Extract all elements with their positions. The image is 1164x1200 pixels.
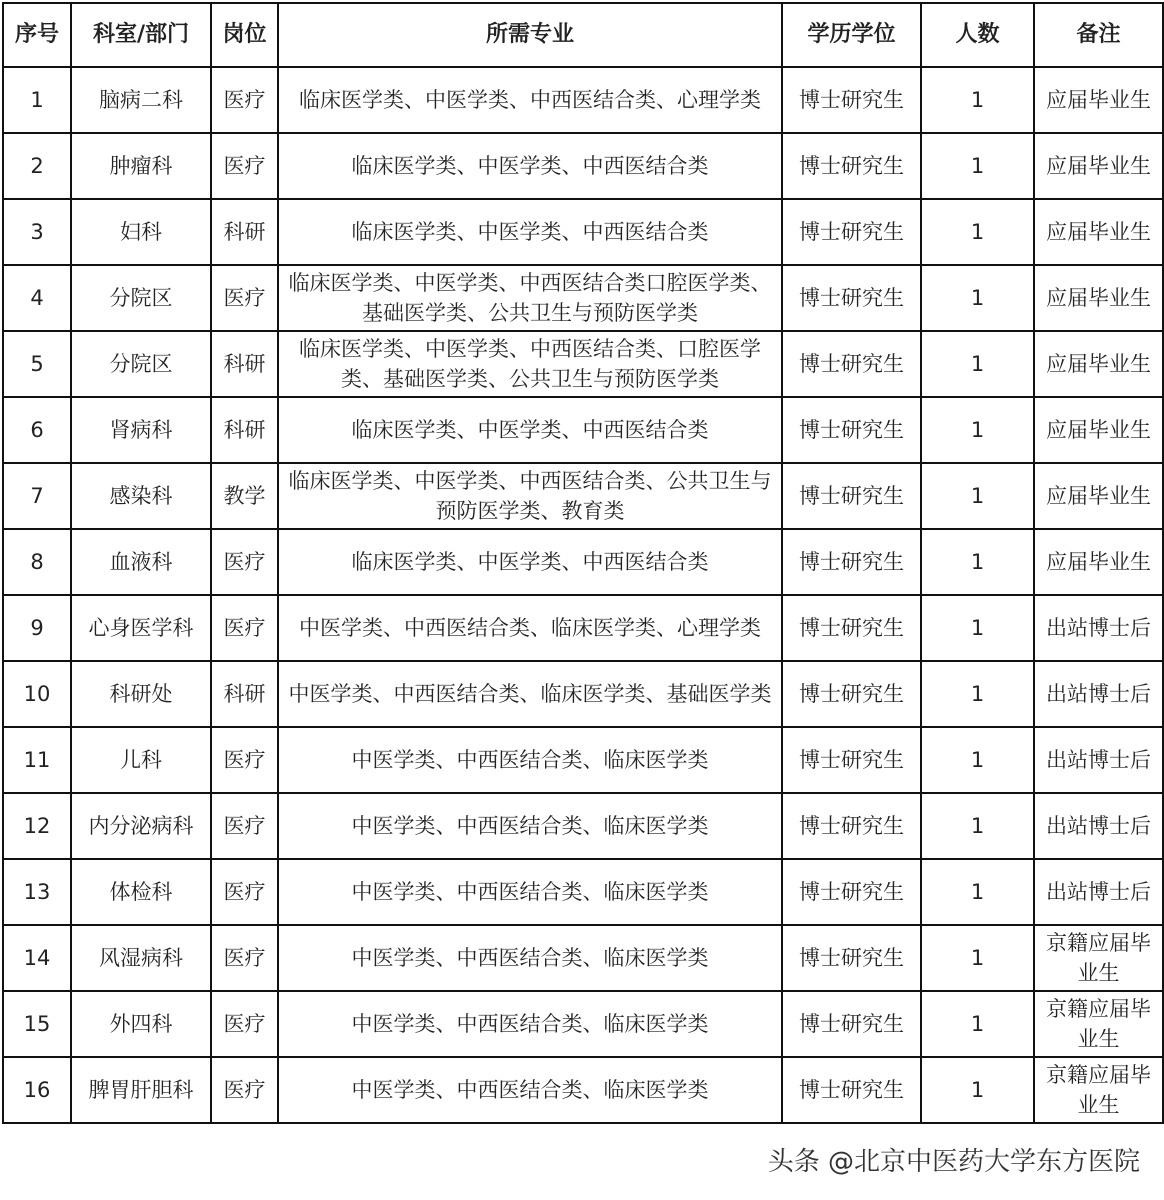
cell-department: 外四科: [71, 991, 211, 1057]
cell-majors: 中医学类、中西医结合类、临床医学类: [278, 793, 782, 859]
cell-degree: 博士研究生: [782, 133, 921, 199]
cell-degree: 博士研究生: [782, 661, 921, 727]
cell-department: 肾病科: [71, 397, 211, 463]
cell-degree: 博士研究生: [782, 727, 921, 793]
table-row: [3, 727, 1163, 793]
cell-remark: 京籍应届毕业生: [1034, 1057, 1163, 1123]
cell-remark: 应届毕业生: [1034, 331, 1163, 397]
table-row: [3, 859, 1163, 925]
cell-count: 1: [921, 67, 1034, 133]
cell-remark: 出站博士后: [1034, 595, 1163, 661]
cell-degree: 博士研究生: [782, 67, 921, 133]
cell-position: 医疗: [211, 859, 278, 925]
cell-index: 14: [3, 925, 71, 991]
header-remark: 备注: [1034, 3, 1163, 67]
cell-remark: 应届毕业生: [1034, 199, 1163, 265]
header-index: 序号: [3, 3, 71, 67]
cell-degree: 博士研究生: [782, 265, 921, 331]
cell-majors: 临床医学类、中医学类、中西医结合类、公共卫生与预防医学类、教育类: [278, 463, 782, 529]
cell-department: 分院区: [71, 331, 211, 397]
cell-index: 3: [3, 199, 71, 265]
cell-department: 血液科: [71, 529, 211, 595]
recruitment-table: [2, 2, 1164, 1124]
cell-index: 10: [3, 661, 71, 727]
cell-remark: 应届毕业生: [1034, 133, 1163, 199]
cell-remark: 京籍应届毕业生: [1034, 925, 1163, 991]
cell-index: 1: [3, 67, 71, 133]
cell-position: 医疗: [211, 529, 278, 595]
cell-degree: 博士研究生: [782, 529, 921, 595]
cell-count: 1: [921, 859, 1034, 925]
cell-count: 1: [921, 991, 1034, 1057]
cell-index: 13: [3, 859, 71, 925]
cell-majors: 中医学类、中西医结合类、临床医学类: [278, 925, 782, 991]
cell-department: 心身医学科: [71, 595, 211, 661]
cell-department: 妇科: [71, 199, 211, 265]
header-position: 岗位: [211, 3, 278, 67]
cell-count: 1: [921, 727, 1034, 793]
cell-majors: 临床医学类、中医学类、中西医结合类: [278, 199, 782, 265]
cell-department: 分院区: [71, 265, 211, 331]
cell-position: 教学: [211, 463, 278, 529]
cell-majors: 中医学类、中西医结合类、临床医学类: [278, 859, 782, 925]
cell-position: 医疗: [211, 727, 278, 793]
table-row: [3, 331, 1163, 397]
cell-position: 医疗: [211, 133, 278, 199]
cell-count: 1: [921, 661, 1034, 727]
cell-majors: 临床医学类、中医学类、中西医结合类口腔医学类、基础医学类、公共卫生与预防医学类: [278, 265, 782, 331]
header-degree: 学历学位: [782, 3, 921, 67]
header-count: 人数: [921, 3, 1034, 67]
cell-remark: 出站博士后: [1034, 661, 1163, 727]
table-row: [3, 67, 1163, 133]
header-department: 科室/部门: [71, 3, 211, 67]
cell-department: 脑病二科: [71, 67, 211, 133]
table-row: [3, 397, 1163, 463]
cell-index: 6: [3, 397, 71, 463]
table-row: [3, 925, 1163, 991]
table-row: [3, 463, 1163, 529]
cell-remark: 出站博士后: [1034, 859, 1163, 925]
cell-count: 1: [921, 265, 1034, 331]
table-row: [3, 1057, 1163, 1123]
cell-count: 1: [921, 463, 1034, 529]
table-row: [3, 133, 1163, 199]
cell-remark: 应届毕业生: [1034, 67, 1163, 133]
cell-count: 1: [921, 133, 1034, 199]
cell-index: 8: [3, 529, 71, 595]
cell-department: 脾胃肝胆科: [71, 1057, 211, 1123]
cell-index: 11: [3, 727, 71, 793]
cell-degree: 博士研究生: [782, 991, 921, 1057]
cell-majors: 临床医学类、中医学类、中西医结合类、心理学类: [278, 67, 782, 133]
cell-position: 医疗: [211, 925, 278, 991]
cell-remark: 应届毕业生: [1034, 397, 1163, 463]
cell-index: 9: [3, 595, 71, 661]
cell-majors: 中医学类、中西医结合类、临床医学类: [278, 991, 782, 1057]
cell-count: 1: [921, 925, 1034, 991]
cell-majors: 临床医学类、中医学类、中西医结合类: [278, 529, 782, 595]
cell-department: 风湿病科: [71, 925, 211, 991]
cell-position: 科研: [211, 331, 278, 397]
table-row: [3, 265, 1163, 331]
cell-majors: 临床医学类、中医学类、中西医结合类: [278, 133, 782, 199]
cell-department: 科研处: [71, 661, 211, 727]
table-row: [3, 595, 1163, 661]
cell-majors: 中医学类、中西医结合类、临床医学类、心理学类: [278, 595, 782, 661]
cell-position: 科研: [211, 397, 278, 463]
table-row: [3, 661, 1163, 727]
watermark: 头条 @北京中医药大学东方医院: [767, 1147, 1140, 1177]
cell-majors: 中医学类、中西医结合类、临床医学类、基础医学类: [278, 661, 782, 727]
cell-index: 4: [3, 265, 71, 331]
cell-department: 感染科: [71, 463, 211, 529]
cell-index: 12: [3, 793, 71, 859]
cell-majors: 临床医学类、中医学类、中西医结合类、口腔医学类、基础医学类、公共卫生与预防医学类: [278, 331, 782, 397]
cell-position: 医疗: [211, 793, 278, 859]
cell-count: 1: [921, 529, 1034, 595]
cell-degree: 博士研究生: [782, 1057, 921, 1123]
cell-department: 体检科: [71, 859, 211, 925]
header-majors: 所需专业: [278, 3, 782, 67]
cell-count: 1: [921, 1057, 1034, 1123]
cell-department: 儿科: [71, 727, 211, 793]
cell-remark: 应届毕业生: [1034, 463, 1163, 529]
table-row: [3, 199, 1163, 265]
cell-position: 医疗: [211, 1057, 278, 1123]
cell-index: 5: [3, 331, 71, 397]
cell-department: 肿瘤科: [71, 133, 211, 199]
cell-position: 医疗: [211, 595, 278, 661]
cell-remark: 京籍应届毕业生: [1034, 991, 1163, 1057]
cell-count: 1: [921, 397, 1034, 463]
cell-remark: 出站博士后: [1034, 793, 1163, 859]
cell-degree: 博士研究生: [782, 859, 921, 925]
cell-majors: 中医学类、中西医结合类、临床医学类: [278, 727, 782, 793]
cell-degree: 博士研究生: [782, 199, 921, 265]
cell-index: 7: [3, 463, 71, 529]
cell-position: 科研: [211, 661, 278, 727]
cell-degree: 博士研究生: [782, 397, 921, 463]
cell-degree: 博士研究生: [782, 463, 921, 529]
cell-index: 2: [3, 133, 71, 199]
cell-count: 1: [921, 199, 1034, 265]
cell-position: 医疗: [211, 265, 278, 331]
cell-count: 1: [921, 331, 1034, 397]
table-row: [3, 793, 1163, 859]
cell-degree: 博士研究生: [782, 331, 921, 397]
table-row: [3, 991, 1163, 1057]
table-row: [3, 529, 1163, 595]
cell-remark: 出站博士后: [1034, 727, 1163, 793]
cell-index: 15: [3, 991, 71, 1057]
cell-count: 1: [921, 793, 1034, 859]
cell-index: 16: [3, 1057, 71, 1123]
cell-majors: 中医学类、中西医结合类、临床医学类: [278, 1057, 782, 1123]
cell-degree: 博士研究生: [782, 925, 921, 991]
cell-count: 1: [921, 595, 1034, 661]
cell-remark: 应届毕业生: [1034, 529, 1163, 595]
cell-position: 医疗: [211, 991, 278, 1057]
cell-majors: 临床医学类、中医学类、中西医结合类: [278, 397, 782, 463]
cell-department: 内分泌病科: [71, 793, 211, 859]
cell-remark: 应届毕业生: [1034, 265, 1163, 331]
cell-position: 医疗: [211, 67, 278, 133]
cell-degree: 博士研究生: [782, 793, 921, 859]
cell-degree: 博士研究生: [782, 595, 921, 661]
header-row: [3, 3, 1163, 67]
cell-position: 科研: [211, 199, 278, 265]
